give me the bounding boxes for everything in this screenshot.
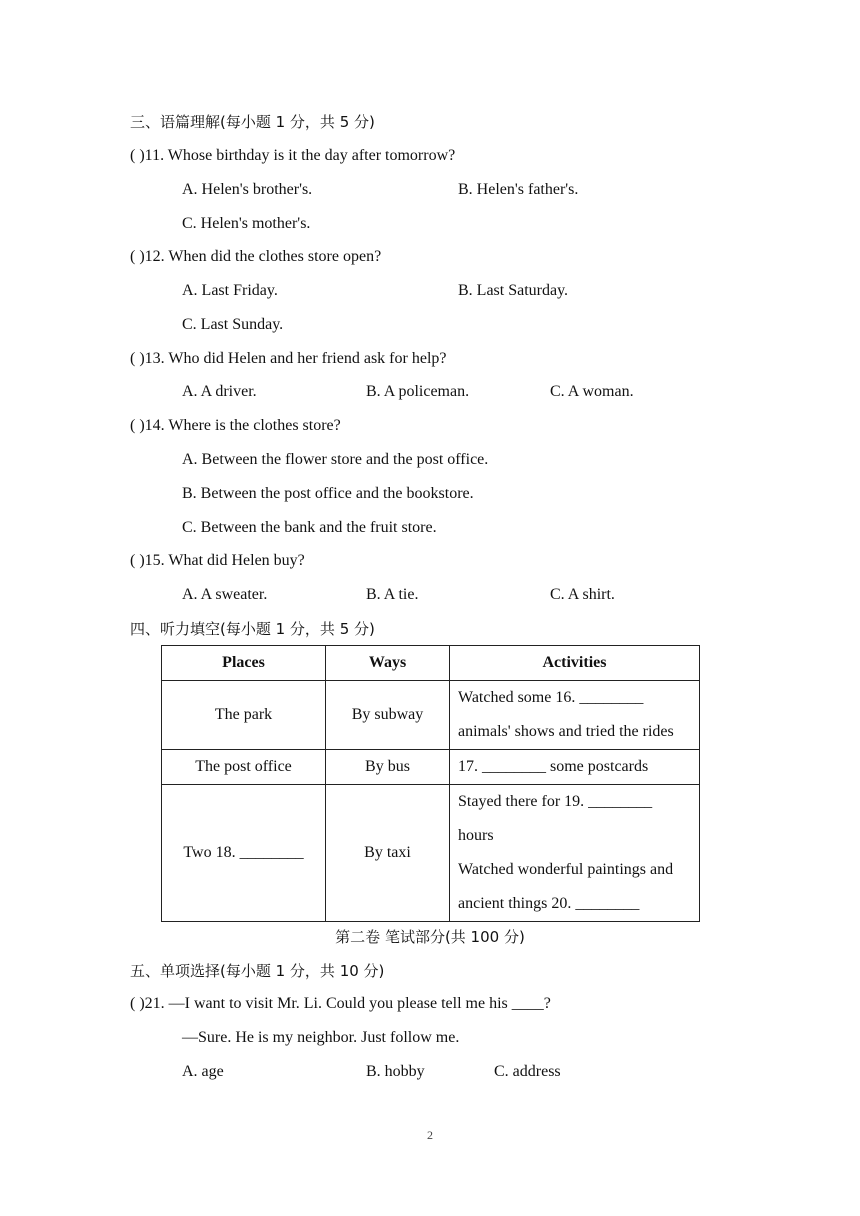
question-13: ( )13. Who did Helen and her friend ask for help? [130,350,447,367]
q11-option-a: A. Helen's brother's. [182,181,313,198]
q15-option-c: C. A shirt. [550,586,615,603]
table-header-row [162,646,700,681]
table-row [162,785,700,922]
q15-option-a: A. A sweater. [182,586,268,603]
cell-activity [450,785,700,922]
cell-place: The post office [162,750,326,785]
activity-line: Watched wonderful paintings and [458,861,674,878]
q13-option-c: C. A woman. [550,383,634,400]
header-ways: Ways [326,646,450,681]
cell-activity [450,681,700,750]
section-5-heading: 五、单项选择(每小题 1 分，共 10 分) [130,962,385,980]
q13-option-a: A. A driver. [182,383,257,400]
q21-reply: —Sure. He is my neighbor. Just follow me. [182,1029,460,1046]
table-row [162,681,700,750]
table-row [162,750,700,785]
section-3-heading: 三、语篇理解(每小题 1 分，共 5 分) [130,113,375,131]
cell-activity [450,750,700,785]
q11-option-b: B. Helen's father's. [458,181,579,198]
activity-line: animals' shows and tried the rides [458,723,674,740]
cell-place: Two 18. ________ [162,785,326,922]
q14-option-a: A. Between the flower store and the post office. [182,451,489,468]
part-2-heading: 第二卷 笔试部分(共 100 分) [335,928,525,946]
q21-option-b: B. hobby [366,1063,425,1080]
question-14: ( )14. Where is the clothes store? [130,417,341,434]
q15-option-b: B. A tie. [366,586,419,603]
section-4-heading: 四、听力填空(每小题 1 分，共 5 分) [130,620,375,638]
activity-line: Watched some 16. ________ [458,689,644,706]
q14-option-c: C. Between the bank and the fruit store. [182,519,437,536]
listening-table [161,645,700,922]
header-places: Places [162,646,326,681]
question-21: ( )21. —I want to visit Mr. Li. Could you please tell me his ____? [130,995,551,1012]
q12-option-a: A. Last Friday. [182,282,278,299]
q12-option-b: B. Last Saturday. [458,282,569,299]
page-number: 2 [427,1128,433,1142]
cell-way: By subway [326,681,450,750]
activity-line: hours [458,827,494,844]
header-activities: Activities [450,646,700,681]
q11-option-c: C. Helen's mother's. [182,215,311,232]
cell-way: By bus [326,750,450,785]
q21-option-a: A. age [182,1063,224,1080]
q12-option-c: C. Last Sunday. [182,316,284,333]
q13-option-b: B. A policeman. [366,383,470,400]
q14-option-b: B. Between the post office and the bookstore. [182,485,474,502]
question-15: ( )15. What did Helen buy? [130,552,305,569]
activity-line: Stayed there for 19. ________ [458,793,653,810]
activity-line: 17. ________ some postcards [458,758,649,775]
cell-place: The park [162,681,326,750]
question-11: ( )11. Whose birthday is it the day after tomorrow? [130,147,456,164]
activity-line: ancient things 20. ________ [458,895,640,912]
cell-way: By taxi [326,785,450,922]
question-12: ( )12. When did the clothes store open? [130,248,382,265]
q21-option-c: C. address [494,1063,561,1080]
